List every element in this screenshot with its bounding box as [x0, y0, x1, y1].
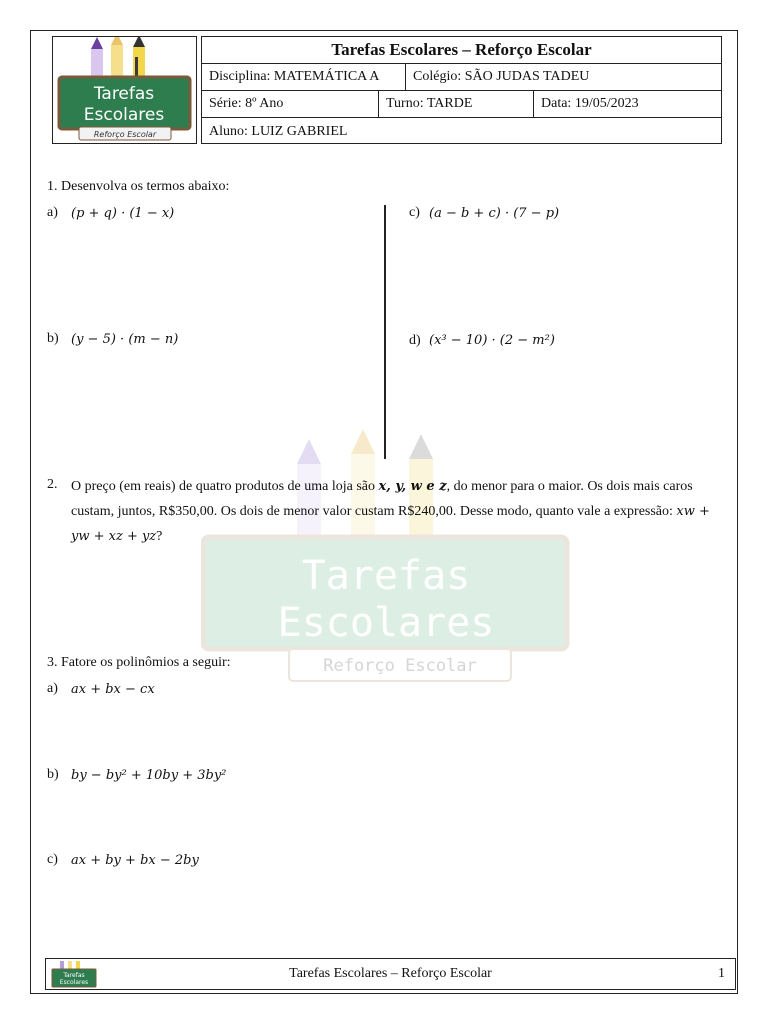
subject-field: Disciplina: MATEMÁTICA A [209, 69, 380, 84]
logo-line1: Tarefas [93, 84, 155, 104]
header-title: Tarefas Escolares – Reforço Escolar [331, 40, 592, 59]
svg-text:Tarefas: Tarefas [301, 553, 471, 599]
q3-a-expression: ax + bx − cx [71, 682, 155, 697]
tarefas-escolares-logo [53, 37, 196, 143]
q3-statement: 3. Fatore os polinômios a seguir: [47, 655, 231, 670]
svg-text:Escolares: Escolares [59, 979, 89, 986]
logo-line3: Reforço Escolar [93, 130, 157, 139]
q2-text-b: , do menor para o maior. Os dois mais caros custam, juntos, R$350,00. Os dois de menor valor custam R$240,00. Desse modo, quanto vale a expressão: [71, 479, 693, 519]
q1-c-label: c) [409, 205, 420, 220]
grade-field: Série: 8º Ano [209, 96, 284, 111]
svg-text:Reforço Escolar: Reforço Escolar [323, 656, 477, 676]
q3-b-label: b) [47, 767, 59, 782]
q3-a-label: a) [47, 681, 58, 696]
q2-variables: x, y, w e z [378, 479, 447, 494]
q2-text-c: ? [156, 529, 163, 544]
student-field: Aluno: LUIZ GABRIEL [209, 123, 348, 139]
q3-b-expression: by − by² + 10by + 3by² [71, 768, 227, 783]
header-table [201, 36, 722, 144]
q3-c-label: c) [47, 852, 58, 867]
q3-c-expression: ax + by + bx − 2by [71, 853, 199, 868]
q2-paragraph [71, 474, 716, 549]
q2-number: 2. [47, 477, 58, 492]
footer-text: Tarefas Escolares – Reforço Escolar [289, 966, 492, 981]
logo-line2: Escolares [83, 105, 165, 125]
watermark-logo [201, 429, 571, 684]
shift-field: Turno: TARDE [378, 91, 533, 117]
logo-box [52, 36, 197, 144]
column-divider [384, 205, 386, 459]
worksheet-page [30, 30, 738, 994]
q1-d-expression: (x³ − 10) · (2 − m²) [429, 333, 555, 348]
q1-d-label: d) [409, 333, 421, 348]
date-field: Data: 19/05/2023 [533, 91, 721, 117]
svg-text:Escolares: Escolares [277, 600, 495, 646]
footer [45, 958, 736, 990]
q1-a-label: a) [47, 205, 58, 220]
page-number: 1 [718, 966, 725, 981]
q1-statement: 1. Desenvolva os termos abaixo: [47, 179, 230, 194]
q1-b-label: b) [47, 331, 59, 346]
q1-b-expression: (y − 5) · (m − n) [71, 332, 179, 347]
q1-a-expression: (p + q) · (1 − x) [71, 206, 175, 221]
q2-expression: xw + yw + xz + yz [71, 504, 710, 544]
q1-c-expression: (a − b + c) · (7 − p) [429, 206, 560, 221]
school-field: Colégio: SÃO JUDAS TADEU [405, 64, 721, 90]
svg-text:Tarefas: Tarefas [63, 972, 85, 979]
q2-text-a: O preço (em reais) de quatro produtos de uma loja são [71, 479, 379, 494]
